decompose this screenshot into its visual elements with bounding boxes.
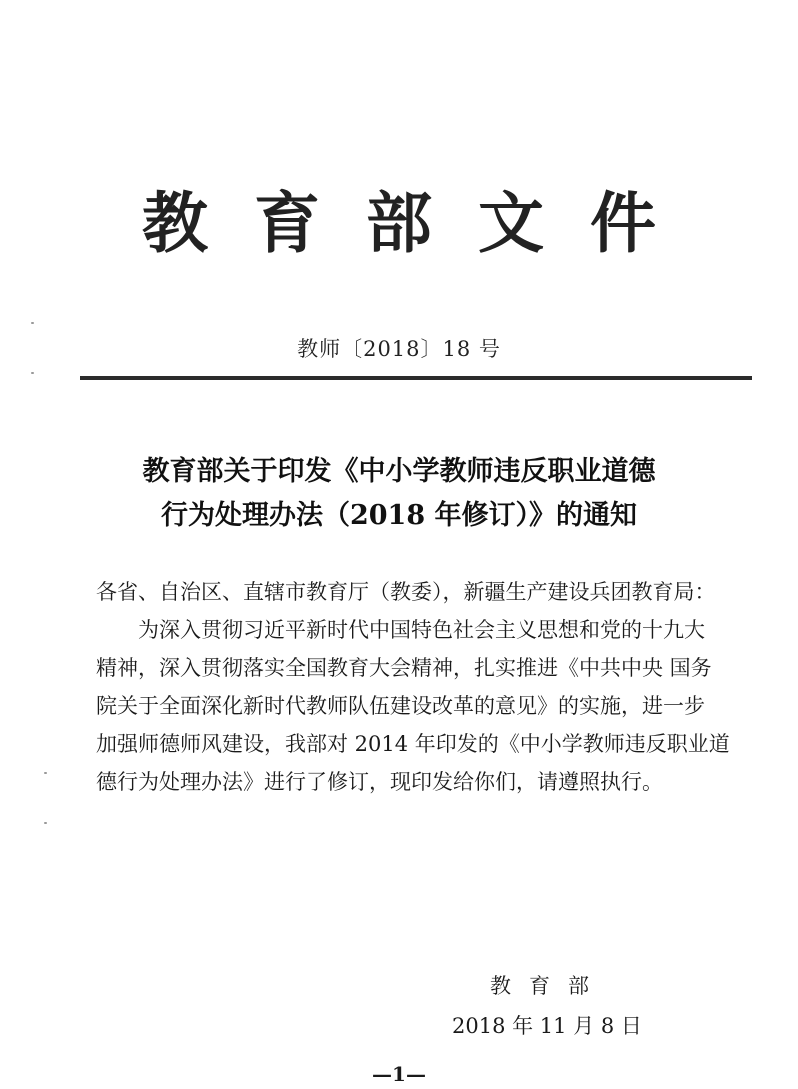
scan-speck	[44, 822, 47, 824]
masthead-char: 文	[478, 184, 544, 262]
scan-speck	[44, 772, 47, 774]
title-line: 教育部关于印发《中小学教师违反职业道德	[142, 456, 656, 487]
masthead-char: 育	[254, 184, 320, 262]
document-title	[0, 450, 798, 538]
signing-date: 2018 年 11 月 8 日	[452, 1014, 642, 1038]
masthead	[0, 184, 798, 262]
masthead-char: 件	[590, 184, 656, 262]
header-divider	[80, 376, 752, 380]
scan-speck	[31, 372, 34, 374]
scan-speck	[31, 322, 34, 324]
body-text	[96, 573, 746, 801]
body-line: 德行为处理办法》进行了修订，现印发给你们，请遵照执行。	[96, 770, 663, 794]
title-line: 行为处理办法（2018 年修订）》的通知	[160, 500, 638, 531]
signing-organization: 教育部	[490, 974, 607, 998]
masthead-char: 教	[142, 184, 208, 262]
masthead-char: 部	[366, 184, 432, 262]
page-number: —1—	[372, 1062, 426, 1086]
body-line: 加强师德师风建设，我部对 2014 年印发的《中小学教师违反职业道	[96, 732, 730, 756]
body-line: 精神，深入贯彻落实全国教育大会精神，扎实推进《中共中央 国务	[96, 656, 712, 680]
body-line: 为深入贯彻习近平新时代中国特色社会主义思想和党的十九大	[138, 618, 705, 642]
body-line: 院关于全面深化新时代教师队伍建设改革的意见》的实施，进一步	[96, 694, 705, 718]
document-number: 教师〔2018〕18 号	[297, 337, 501, 361]
salutation: 各省、自治区、直辖市教育厅（教委），新疆生产建设兵团教育局：	[96, 580, 716, 604]
